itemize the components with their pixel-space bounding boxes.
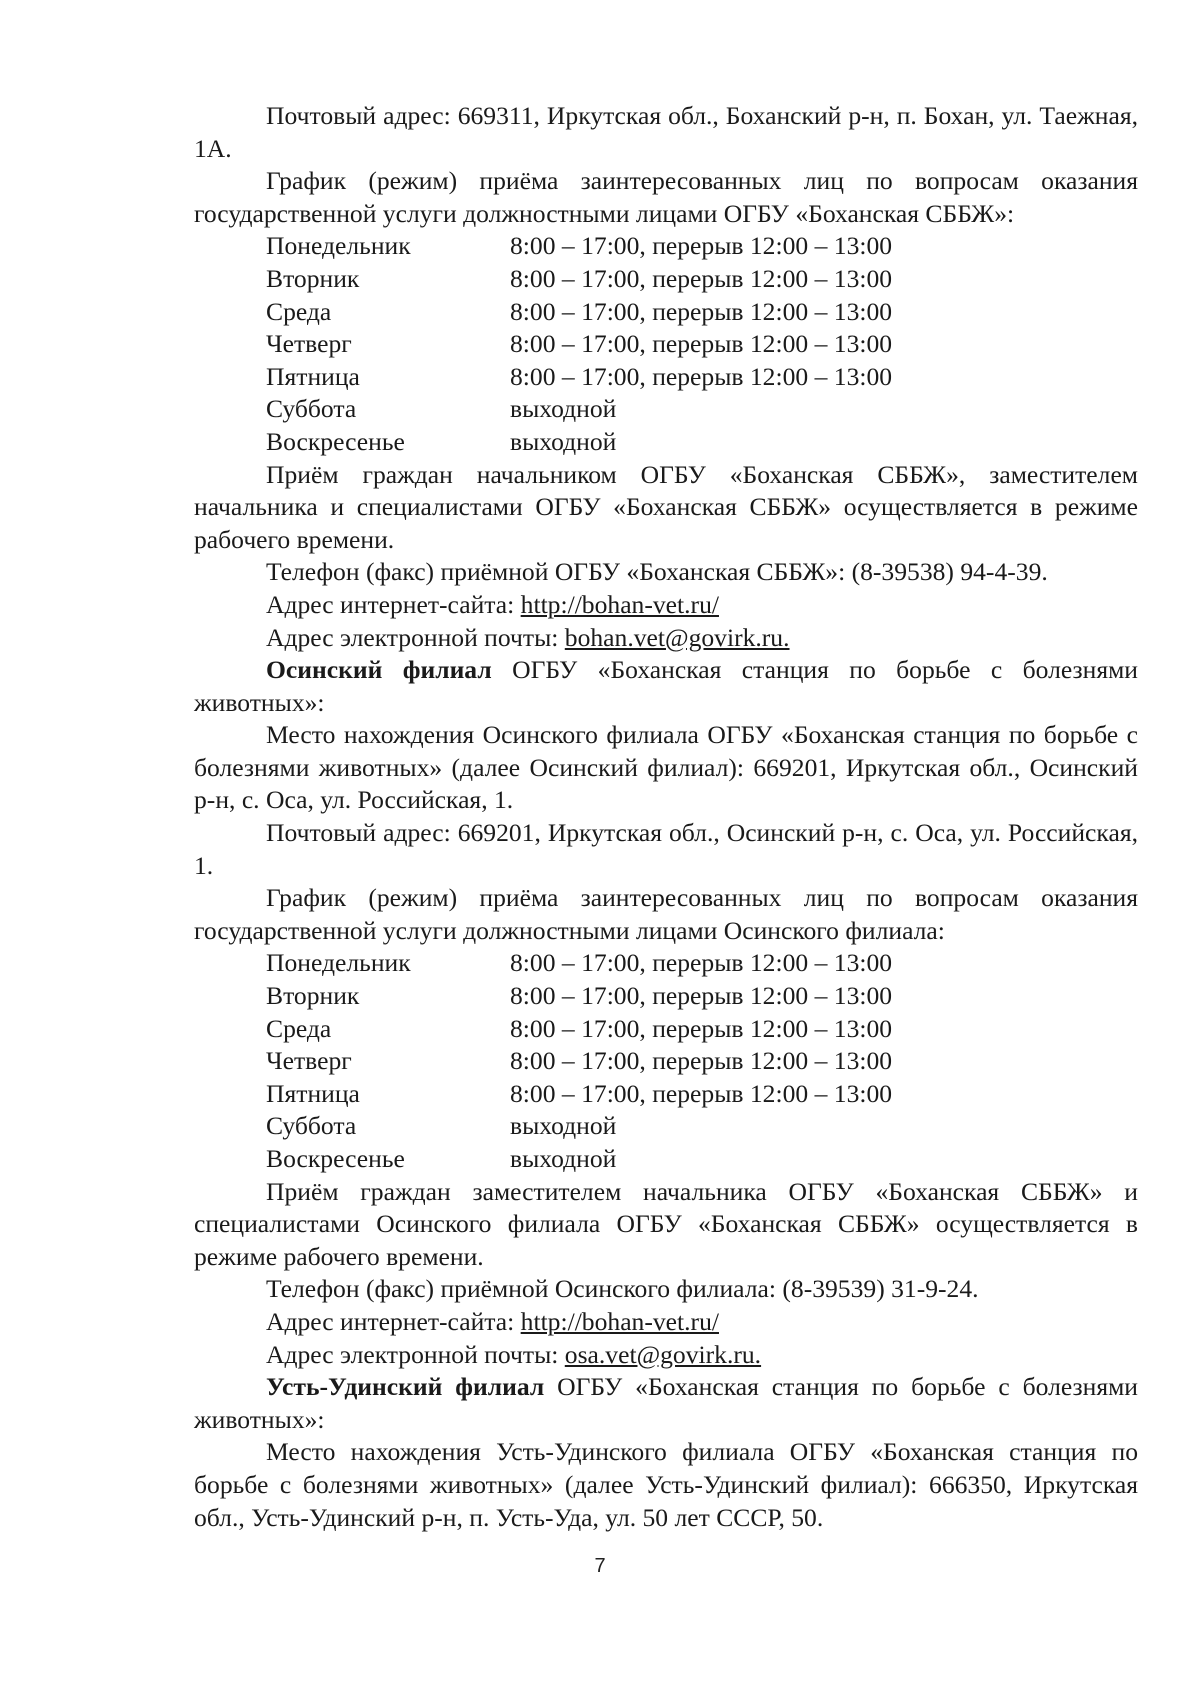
schedule-row	[266, 1143, 1138, 1176]
ust-uda-heading-bold: Усть-Удинский филиал	[266, 1372, 545, 1402]
schedule-day: Понедельник	[266, 231, 411, 261]
email-link[interactable]: osa.vet@govirk.ru.	[564, 1339, 762, 1369]
osa-schedule-intro: График (режим) приёма заинтересованных лиц по вопросам оказания государственной услуги должностными лицами Осинского филиала:	[194, 883, 1138, 945]
schedule-time: 8:00 – 17:00, перерыв 12:00 – 13:00	[510, 296, 893, 326]
schedule-time: выходной	[510, 394, 617, 424]
ust-uda-heading	[194, 1371, 1138, 1436]
schedule-time: выходной	[510, 1111, 617, 1141]
email-label: Адрес электронной почты:	[266, 622, 565, 652]
osa-phone: Телефон (факс) приёмной Осинского филиала: (8-39539) 31-9-24.	[266, 1274, 979, 1304]
schedule-row	[266, 980, 1138, 1013]
page-number: 7	[594, 1555, 606, 1577]
schedule-day: Четверг	[266, 1046, 352, 1076]
schedule-day: Понедельник	[266, 948, 411, 978]
bokhan-phone: Телефон (факс) приёмной ОГБУ «Боханская СББЖ»: (8-39538) 94-4-39.	[266, 557, 1048, 587]
bokhan-schedule-intro: График (режим) приёма заинтересованных лиц по вопросам оказания государственной услуги должностными лицами ОГБУ «Боханская СББЖ»:	[194, 166, 1138, 228]
schedule-row	[266, 1045, 1138, 1078]
osa-heading-rest: ОГБУ «Боханская станция по борьбе с болезнями животных»:	[194, 655, 1139, 717]
bokhan-postal-address: Почтовый адрес: 669311, Иркутская обл., Боханский р-н, п. Бохан, ул. Таежная, 1А.	[194, 101, 1138, 163]
schedule-time: 8:00 – 17:00, перерыв 12:00 – 13:00	[510, 948, 893, 978]
schedule-time: 8:00 – 17:00, перерыв 12:00 – 13:00	[510, 981, 893, 1011]
ust-uda-heading-rest: ОГБУ «Боханская станция по борьбе с болезнями животных»:	[194, 1372, 1138, 1434]
document-page	[194, 100, 1138, 1534]
schedule-day: Пятница	[266, 361, 360, 391]
schedule-time: 8:00 – 17:00, перерыв 12:00 – 13:00	[510, 1078, 893, 1108]
schedule-row	[266, 1078, 1138, 1111]
schedule-time: 8:00 – 17:00, перерыв 12:00 – 13:00	[510, 1046, 893, 1076]
osa-heading-bold: Осинский филиал	[266, 655, 492, 685]
schedule-row	[266, 1013, 1138, 1046]
osa-reception-note: Приём граждан заместителем начальника ОГБУ «Боханская СББЖ» и специалистами Осинского филиала ОГБУ «Боханская СББЖ» осуществляется в режиме рабочего времени.	[194, 1176, 1138, 1271]
schedule-time: 8:00 – 17:00, перерыв 12:00 – 13:00	[510, 361, 893, 391]
schedule-time: 8:00 – 17:00, перерыв 12:00 – 13:00	[510, 1013, 893, 1043]
bokhan-schedule	[194, 230, 1138, 458]
schedule-time: выходной	[510, 426, 617, 456]
schedule-row	[266, 1110, 1138, 1143]
schedule-row	[266, 263, 1138, 296]
schedule-row	[266, 328, 1138, 361]
website-label: Адрес интернет-сайта:	[266, 1306, 521, 1336]
schedule-row	[266, 361, 1138, 394]
schedule-time: 8:00 – 17:00, перерыв 12:00 – 13:00	[510, 329, 893, 359]
schedule-day: Среда	[266, 1013, 332, 1043]
schedule-row	[266, 296, 1138, 329]
schedule-row	[266, 426, 1138, 459]
schedule-row	[266, 947, 1138, 980]
bokhan-reception-note: Приём граждан начальником ОГБУ «Боханская СББЖ», заместителем начальника и специалистами ОГБУ «Боханская СББЖ» осуществляется в режиме рабочего времени.	[194, 459, 1138, 554]
osa-heading	[194, 654, 1138, 719]
ust-uda-location: Место нахождения Усть-Удинского филиала ОГБУ «Боханская станция по борьбе с болезнями животных» (далее Усть-Удинский филиал): 666350, Иркутская обл., Усть-Удинский р-н, п. Усть-Уда, ул. 50 лет СССР, 50.	[194, 1437, 1138, 1532]
schedule-day: Четверг	[266, 329, 352, 359]
bokhan-email-line	[194, 622, 1138, 655]
schedule-row	[266, 393, 1138, 426]
schedule-day: Вторник	[266, 981, 360, 1011]
schedule-day: Среда	[266, 296, 332, 326]
bokhan-website-line	[194, 589, 1138, 622]
osa-website-line	[194, 1306, 1138, 1339]
schedule-row	[266, 230, 1138, 263]
osa-postal-address: Почтовый адрес: 669201, Иркутская обл., Осинский р-н, с. Оса, ул. Российская, 1.	[194, 818, 1138, 880]
schedule-day: Воскресенье	[266, 1144, 405, 1173]
email-label: Адрес электронной почты:	[266, 1339, 565, 1369]
website-link[interactable]: http://bohan-vet.ru/	[520, 589, 719, 619]
schedule-day: Суббота	[266, 394, 357, 424]
schedule-day: Воскресенье	[266, 426, 405, 456]
schedule-day: Суббота	[266, 1111, 357, 1141]
schedule-day: Вторник	[266, 263, 360, 293]
osa-schedule	[194, 947, 1138, 1175]
osa-email-line	[194, 1339, 1138, 1372]
website-label: Адрес интернет-сайта:	[266, 589, 521, 619]
osa-location: Место нахождения Осинского филиала ОГБУ «Боханская станция по борьбе с болезнями животных» (далее Осинский филиал): 669201, Иркутская обл., Осинский р-н, с. Оса, ул. Российская, 1.	[194, 720, 1138, 815]
schedule-time: 8:00 – 17:00, перерыв 12:00 – 13:00	[510, 231, 893, 261]
email-link[interactable]: bohan.vet@govirk.ru.	[564, 622, 790, 652]
schedule-time: 8:00 – 17:00, перерыв 12:00 – 13:00	[510, 263, 893, 293]
schedule-time: выходной	[510, 1144, 617, 1173]
website-link[interactable]: http://bohan-vet.ru/	[520, 1306, 719, 1336]
schedule-day: Пятница	[266, 1078, 360, 1108]
